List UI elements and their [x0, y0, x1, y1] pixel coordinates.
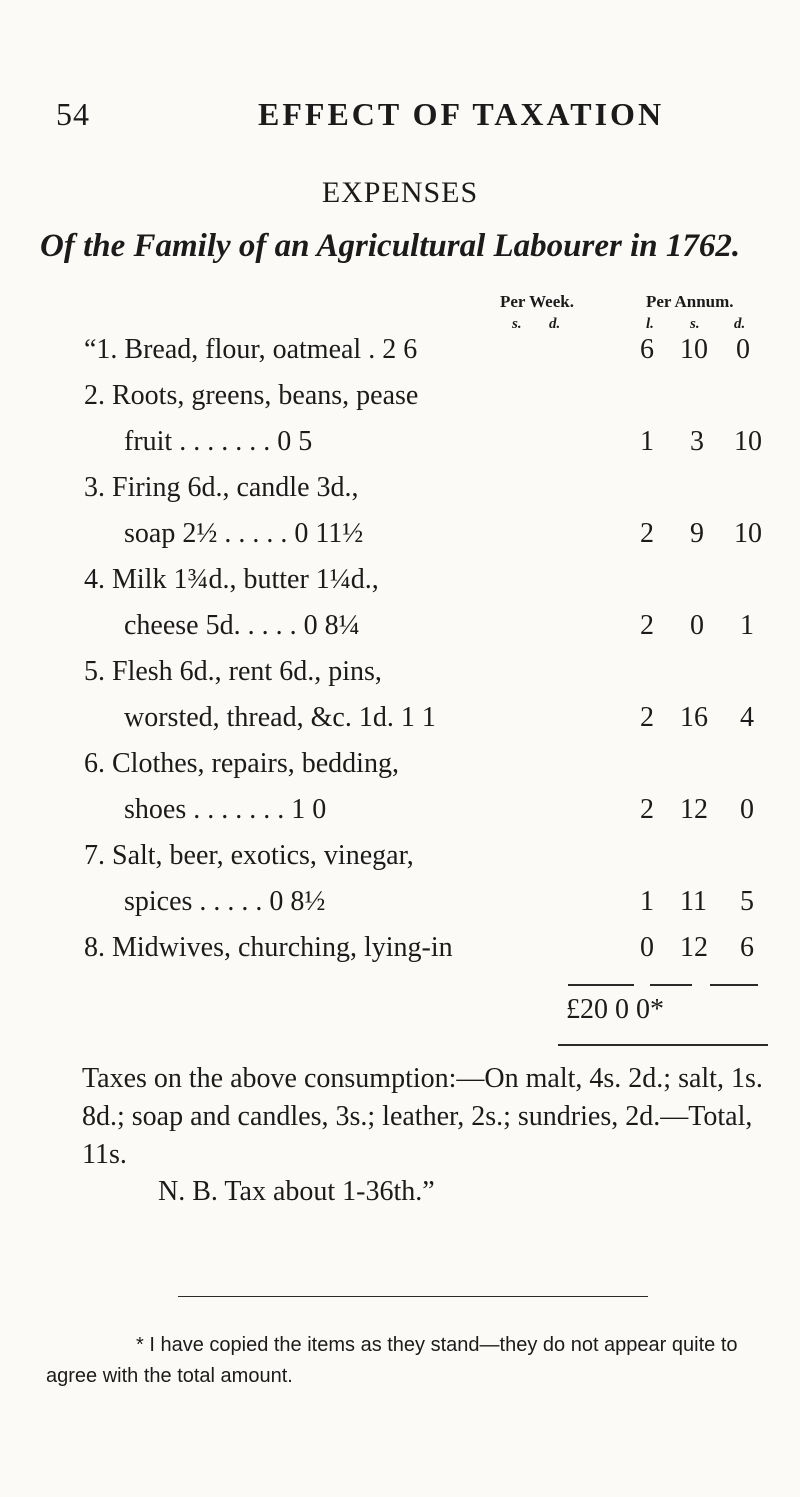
annum-unit-pence: d.: [734, 316, 746, 332]
annum-pence: 0: [736, 334, 750, 365]
annum-unit-shillings: s.: [690, 316, 700, 332]
table-row: 5. Flesh 6d., rent 6d., pins,: [84, 656, 382, 687]
taxes-paragraph: Taxes on the above consumption:—On malt, 4s. 2d.; salt, 1s. 8d.; soap and candles, 3s.; leather, 2s.; sundries, 2d.—Total, 11s.: [82, 1063, 763, 1170]
nb-note: N. B. Tax about 1-36th.”: [158, 1176, 435, 1207]
page-number: 54: [56, 96, 90, 132]
annum-pence: 6: [740, 932, 754, 963]
table-row: 4. Milk 1¾d., butter 1¼d.,: [84, 564, 379, 595]
table-row-cont: fruit . . . . . . . 0 5: [124, 426, 313, 457]
running-head: EFFECT OF TAXATION: [258, 96, 665, 132]
annum-shillings: 0: [690, 610, 704, 641]
annual-total: £20 0 0*: [566, 994, 664, 1025]
table-row-cont: worsted, thread, &c. 1d. 1 1: [124, 702, 436, 733]
table-row: 8. Midwives, churching, lying-in: [84, 932, 453, 963]
annum-pounds: 2: [640, 518, 654, 549]
total-rule-left: [568, 984, 634, 986]
annum-pounds: 1: [640, 886, 654, 917]
annum-pounds: 1: [640, 426, 654, 457]
table-row-cont: cheese 5d. . . . . 0 8¼: [124, 610, 360, 641]
table-row: “1. Bread, flour, oatmeal . 2 6: [84, 334, 418, 365]
week-unit-shillings: s.: [512, 316, 522, 332]
table-subtitle: Of the Family of an Agricultural Labourer in 1762.: [40, 228, 741, 264]
table-row-cont: soap 2½ . . . . . 0 11½: [124, 518, 364, 549]
annum-pence: 10: [734, 426, 762, 457]
annum-shillings: 12: [680, 932, 708, 963]
footnote-text: * I have copied the items as they stand—they do not appear quite to agree with the total amount.: [46, 1334, 738, 1387]
footnote-rule: [178, 1296, 648, 1297]
table-row: 6. Clothes, repairs, bedding,: [84, 748, 399, 779]
week-unit-pence: d.: [549, 316, 561, 332]
total-rule-mid: [650, 984, 692, 986]
annum-pence: 1: [740, 610, 754, 641]
annum-pounds: 6: [640, 334, 654, 365]
table-row: 2. Roots, greens, beans, pease: [84, 380, 419, 411]
annum-unit-pounds: l.: [646, 316, 654, 332]
annum-pence: 4: [740, 702, 754, 733]
annum-shillings: 11: [680, 886, 707, 917]
annum-pence: 5: [740, 886, 754, 917]
annum-pounds: 0: [640, 932, 654, 963]
annum-shillings: 10: [680, 334, 708, 365]
total-underline: [558, 1044, 768, 1046]
annum-pounds: 2: [640, 702, 654, 733]
total-rule-right: [710, 984, 758, 986]
table-title: EXPENSES: [321, 176, 479, 209]
annum-pence: 10: [734, 518, 762, 549]
per-week-heading: Per Week.: [500, 292, 574, 311]
annum-pounds: 2: [640, 610, 654, 641]
annum-pounds: 2: [640, 794, 654, 825]
table-row-cont: shoes . . . . . . . 1 0: [124, 794, 327, 825]
annum-shillings: 9: [690, 518, 704, 549]
annum-shillings: 3: [690, 426, 704, 457]
annum-shillings: 12: [680, 794, 708, 825]
per-annum-heading: Per Annum.: [646, 292, 734, 311]
table-row: 7. Salt, beer, exotics, vinegar,: [84, 840, 414, 871]
annum-pence: 0: [740, 794, 754, 825]
table-row: 3. Firing 6d., candle 3d.,: [84, 472, 359, 503]
table-row-cont: spices . . . . . 0 8½: [124, 886, 326, 917]
annum-shillings: 16: [680, 702, 708, 733]
footnote: [46, 1330, 766, 1392]
